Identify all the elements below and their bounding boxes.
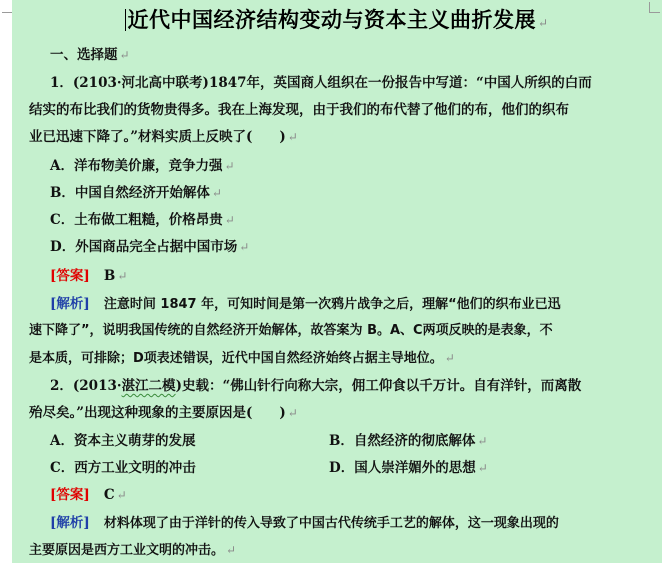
q2-stem-text: 殆尽矣。”出现这种现象的主要原因是( ) xyxy=(29,405,286,421)
paragraph-mark: ↵ xyxy=(537,16,549,30)
paragraph-mark: ↵ xyxy=(224,213,235,227)
paragraph-mark: ↵ xyxy=(444,351,455,365)
option-text: B．中国自然经济开始解体 xyxy=(50,185,210,201)
q1-option-b[interactable] xyxy=(50,184,222,202)
paragraph-mark: ↵ xyxy=(224,159,235,173)
q1-option-d[interactable] xyxy=(50,238,249,256)
section-text: 一、选择题 xyxy=(50,47,118,63)
paragraph-mark: ↵ xyxy=(287,130,298,144)
option-text: A．洋布物美价廉，竞争力强 xyxy=(50,158,223,174)
analysis-text: 是本质，可排除；D项表述错误，近代中国自然经济始终占据主导地位。 xyxy=(29,351,443,366)
answer-label: [答案] xyxy=(50,268,90,284)
page-margin xyxy=(0,0,12,563)
analysis-text: 主要原因是西方工业文明的冲击。 xyxy=(29,543,225,558)
q2-option-b[interactable] xyxy=(329,432,487,450)
q1-analysis-line[interactable] xyxy=(50,295,561,314)
q1-option-c[interactable] xyxy=(50,211,235,229)
q1-analysis-line[interactable] xyxy=(29,349,455,368)
analysis-text: 注意时间 1847 年，可知时间是第一次鸦片战争之后，理解“他们的织布业已迅 xyxy=(103,297,561,312)
analysis-text: 材料体现了由于洋针的传入导致了中国古代传统手工艺的解体，这一现象出现的 xyxy=(103,516,559,531)
q1-stem-line[interactable]: 1．(2103·河北高中联考)1847年，英国商人组织在一份报告中写道：“中国人所织的白而 xyxy=(50,75,592,91)
q1-option-a[interactable] xyxy=(50,157,235,175)
q2-stem-text: )史载：“佛山针行向称大宗，佣工仰食以千万计。自有洋针，而离散 xyxy=(175,378,582,394)
document-page[interactable] xyxy=(12,0,662,563)
paragraph-mark: ↵ xyxy=(117,269,128,283)
q2-analysis-line[interactable] xyxy=(50,514,559,533)
paragraph-mark: ↵ xyxy=(239,240,250,254)
title-text: 近代中国经济结构变动与资本主义曲折发展 xyxy=(127,7,536,32)
q1-analysis-line[interactable]: 速下降了”，说明我国传统的自然经济开始解体，故答案为 B。A、C两项反映的是表象，不 xyxy=(29,323,553,338)
paragraph-mark: ↵ xyxy=(226,543,237,557)
section-heading[interactable] xyxy=(50,46,130,64)
q2-option-c[interactable]: C．西方工业文明的冲击 xyxy=(50,460,196,476)
paragraph-mark: ↵ xyxy=(477,434,488,448)
q2-stem-line[interactable] xyxy=(50,377,581,395)
q2-analysis-line[interactable] xyxy=(29,541,236,560)
q1-stem-line[interactable]: 结实的布比我们的货物贵得多。我在上海发现，由于我们的布代替了他们的布，他们的织布 xyxy=(29,102,569,118)
paragraph-mark: ↵ xyxy=(477,461,488,475)
option-text: D．外国商品完全占据中国市场 xyxy=(50,239,238,255)
q2-option-a[interactable]: A．资本主义萌芽的发展 xyxy=(50,433,196,449)
analysis-label: [解析] xyxy=(50,296,90,312)
q1-answer[interactable] xyxy=(50,267,127,285)
paragraph-mark: ↵ xyxy=(119,48,130,62)
q2-answer[interactable] xyxy=(50,486,127,504)
answer-label: [答案] xyxy=(50,487,90,503)
option-text: B．自然经济的彻底解体 xyxy=(329,433,476,449)
paragraph-mark: ↵ xyxy=(116,488,127,502)
q2-option-d[interactable] xyxy=(329,459,488,477)
spellcheck-underlined-text: 湛江二模 xyxy=(121,378,176,394)
analysis-label: [解析] xyxy=(50,515,90,531)
q2-stem-text: 2．(2013· xyxy=(50,378,122,394)
q1-stem-line[interactable] xyxy=(29,128,298,146)
q2-stem-line[interactable] xyxy=(29,404,298,422)
paragraph-mark: ↵ xyxy=(287,406,298,420)
document-title[interactable] xyxy=(12,4,662,34)
paragraph-mark: ↵ xyxy=(211,186,222,200)
answer-value: B xyxy=(103,268,116,284)
answer-value: C xyxy=(103,487,115,503)
q1-stem-text: 业已迅速下降了。”材料实质上反映了( ) xyxy=(29,129,286,145)
option-text: D．国人崇洋媚外的思想 xyxy=(329,460,476,476)
option-text: C．土布做工粗糙，价格昂贵 xyxy=(50,212,223,228)
